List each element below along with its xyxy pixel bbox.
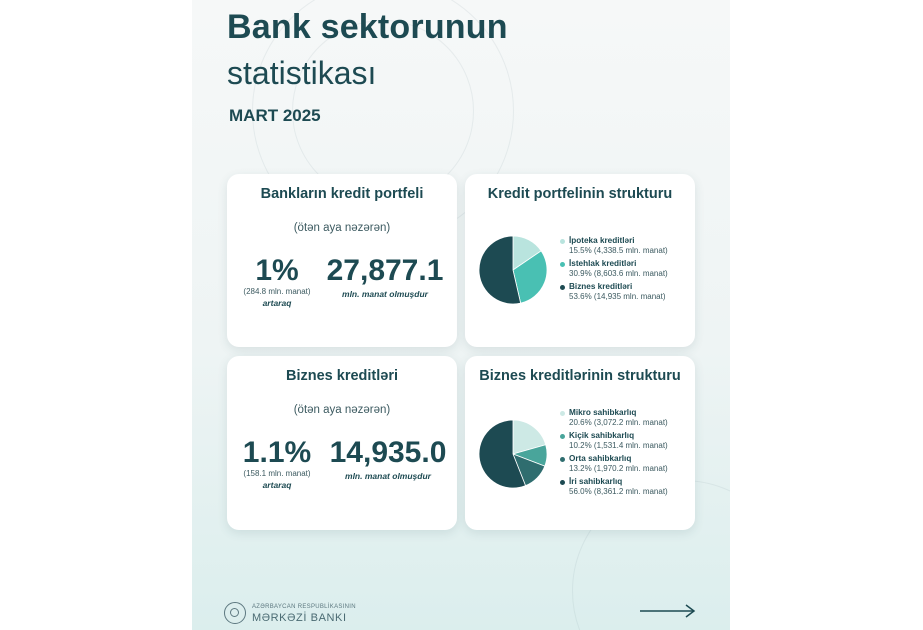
legend-value: 13.2% (1,970.2 mln. manat) — [569, 464, 668, 473]
legend-item — [560, 431, 668, 451]
legend-label: İri sahibkarlıq — [569, 477, 623, 486]
business-structure-card — [465, 356, 695, 530]
legend-item — [560, 408, 668, 428]
credit-portfolio-card — [227, 174, 457, 347]
legend-item — [560, 259, 668, 279]
card-title: Biznes kreditləri — [285, 368, 398, 384]
legend-label: İstehlak kreditləri — [569, 259, 637, 268]
comparison-note: (ötən aya nəzərən) — [293, 404, 391, 416]
business-amount: 14,935.0 — [329, 436, 447, 469]
org-name-line2: MƏRKƏZİ BANKI — [252, 612, 347, 624]
chart-title: Kredit portfelinin strukturu — [487, 186, 673, 202]
legend-item — [560, 282, 668, 302]
legend-swatch — [560, 457, 565, 462]
legend-swatch — [560, 480, 565, 485]
change-amount: (158.1 mln. manat) — [243, 469, 311, 478]
business-structure-pie — [477, 418, 549, 490]
change-percent: 1% — [255, 254, 299, 287]
portfolio-amount: 27,877.1 — [326, 254, 444, 287]
legend-label: Biznes kreditləri — [569, 282, 633, 291]
legend-value: 15.5% (4,338.5 mln. manat) — [569, 246, 668, 255]
legend-item — [560, 477, 668, 497]
legend-value: 30.9% (8,603.6 mln. manat) — [569, 269, 668, 278]
legend-item — [560, 236, 668, 256]
page-title: Bank sektorunun — [227, 8, 508, 46]
legend-swatch — [560, 434, 565, 439]
change-amount: (284.8 mln. manat) — [243, 287, 311, 296]
page-title-line2: statistikası — [227, 55, 377, 91]
card-title: Bankların kredit portfeli — [260, 186, 424, 202]
period-label: MART 2025 — [229, 106, 321, 125]
legend-value: 20.6% (3,072.2 mln. manat) — [569, 418, 668, 427]
arrow-right-icon[interactable] — [640, 604, 696, 618]
legend-label: Kiçik sahibkarlıq — [569, 431, 635, 440]
legend-swatch — [560, 411, 565, 416]
credit-structure-card — [465, 174, 695, 347]
legend-label: İpoteka kreditləri — [569, 236, 635, 245]
amount-label: mln. manat olmuşdur — [342, 289, 428, 299]
comparison-note: (ötən aya nəzərən) — [293, 222, 391, 234]
change-label: artaraq — [262, 298, 292, 308]
central-bank-emblem-icon — [224, 602, 246, 624]
legend-item — [560, 454, 668, 474]
legend-label: Orta sahibkarlıq — [569, 454, 632, 463]
legend-swatch — [560, 285, 565, 290]
change-label: artaraq — [262, 480, 292, 490]
change-percent: 1.1% — [242, 436, 312, 469]
legend-value: 56.0% (8,361.2 mln. manat) — [569, 487, 668, 496]
infographic — [192, 0, 730, 630]
chart-legend — [560, 408, 668, 500]
legend-label: Mikro sahibkarlıq — [569, 408, 637, 417]
chart-legend — [560, 236, 668, 305]
amount-label: mln. manat olmuşdur — [345, 471, 431, 481]
legend-swatch — [560, 239, 565, 244]
org-name-line1: AZƏRBAYCAN RESPUBLİKASININ — [252, 604, 356, 610]
legend-value: 10.2% (1,531.4 mln. manat) — [569, 441, 668, 450]
legend-swatch — [560, 262, 565, 267]
credit-structure-pie — [477, 234, 549, 306]
chart-title: Biznes kreditlərinin strukturu — [479, 368, 681, 384]
business-credits-card — [227, 356, 457, 530]
legend-value: 53.6% (14,935 mln. manat) — [569, 292, 666, 301]
